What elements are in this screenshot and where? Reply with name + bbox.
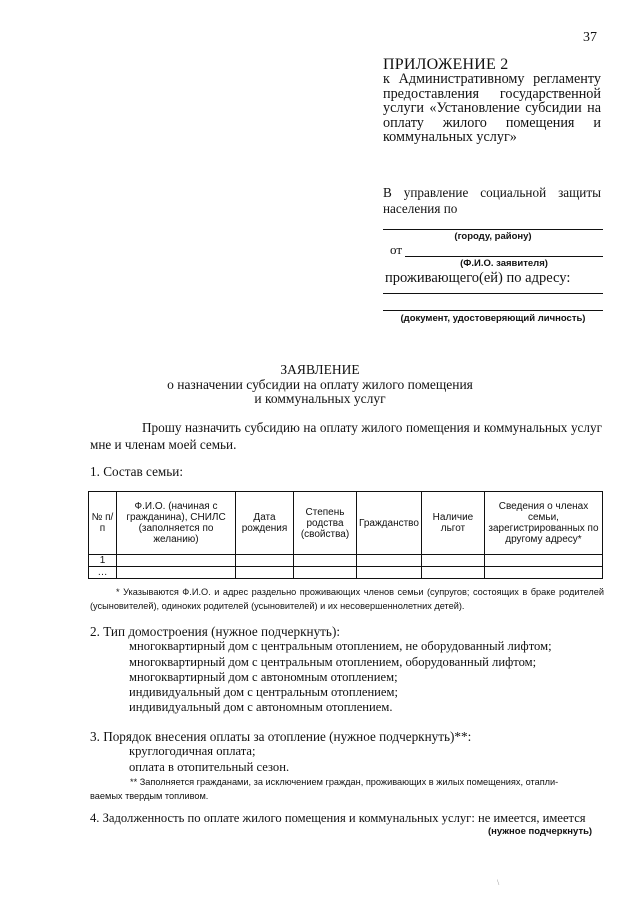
city-line (383, 229, 603, 230)
section2-option: индивидуальный дом с автономным отоплением. (129, 700, 393, 714)
appendix-title: ПРИЛОЖЕНИЕ 2 (383, 56, 509, 73)
address-line-1 (383, 293, 603, 294)
city-caption: (городу, району) (454, 231, 532, 242)
family-table-header (89, 492, 603, 555)
family-table (88, 491, 603, 579)
section2-option: многоквартирный дом с центральным отоплением, оборудованный лифтом; (129, 655, 537, 669)
addressee-text: В управление социальной защиты населения по (383, 185, 601, 216)
section1-title: 1. Состав семьи: (90, 464, 184, 479)
applicant-line (405, 256, 603, 257)
statement-title: ЗАЯВЛЕНИЕ (280, 362, 360, 377)
scan-speck: \ (497, 878, 500, 887)
row-number: … (89, 567, 117, 579)
col-birth-date: Дата рождения (236, 492, 294, 555)
section4-title: 4. Задолженность по оплате жилого помещения и коммунальных услуг: не имеется, имеется (90, 811, 586, 825)
document-caption: (документ, удостоверяющий личность) (400, 313, 586, 324)
section3-option: круглогодичная оплата; (129, 744, 256, 758)
table-row (89, 555, 603, 567)
col-relation: Степень родства (свойства) (294, 492, 357, 555)
from-label: от (390, 242, 403, 257)
col-benefits: Наличие льгот (421, 492, 484, 555)
applicant-caption: (Ф.И.О. заявителя) (460, 258, 548, 269)
statement-subtitle-1: о назначении субсидии на оплату жилого помещения (167, 377, 473, 392)
residing-label: проживающего(ей) по адресу: (385, 270, 571, 286)
row-number: 1 (89, 555, 117, 567)
section3-option: оплата в отопительный сезон. (129, 760, 290, 774)
section2-option: индивидуальный дом с центральным отоплением; (129, 685, 398, 699)
statement-intro: Прошу назначить субсидию на оплату жилого помещения и коммунальных услуг мне и членам моей семьи. (90, 420, 602, 452)
statement-subtitle-2: и коммунальных услуг (254, 391, 386, 406)
section3-footnote-2: ваемых твердым топливом. (90, 791, 209, 801)
col-fio: Ф.И.О. (начиная с гражданина), СНИЛС (заполняется по желанию) (117, 492, 236, 555)
table-row (89, 567, 603, 579)
section2-option: многоквартирный дом с центральным отоплением, не оборудованный лифтом; (129, 639, 552, 653)
section2-option: многоквартирный дом с автономным отоплением; (129, 670, 398, 684)
appendix-text: к Административному регламенту предоставления государственной услуги «Установление субсидии на оплату жилого помещения и коммунальных услуг» (383, 71, 601, 146)
page-number: 37 (583, 30, 597, 45)
section2-title: 2. Тип домостроения (нужное подчеркнуть): (90, 624, 340, 639)
section1-footnote: * Указываются Ф.И.О. и адрес раздельно проживающих членов семьи (супругов; состоящих в браке родителей (усыновителей), одиноких родителей (усыновителей) и их несовершеннолетних детей). (90, 587, 604, 611)
section3-footnote-1: ** Заполняется гражданами, за исключением граждан, проживающих в жилых помещениях, отапли- (130, 777, 559, 787)
address-line-2 (383, 310, 603, 311)
col-citizenship: Гражданство (357, 492, 422, 555)
section4-hint: (нужное подчеркнуть) (488, 826, 593, 837)
col-other-address: Сведения о членах семьи, зарегистрированных по другому адресу* (484, 492, 602, 555)
section3-title: 3. Порядок внесения оплаты за отопление (нужное подчеркнуть)**: (90, 729, 472, 744)
col-number: № п/п (89, 492, 117, 555)
